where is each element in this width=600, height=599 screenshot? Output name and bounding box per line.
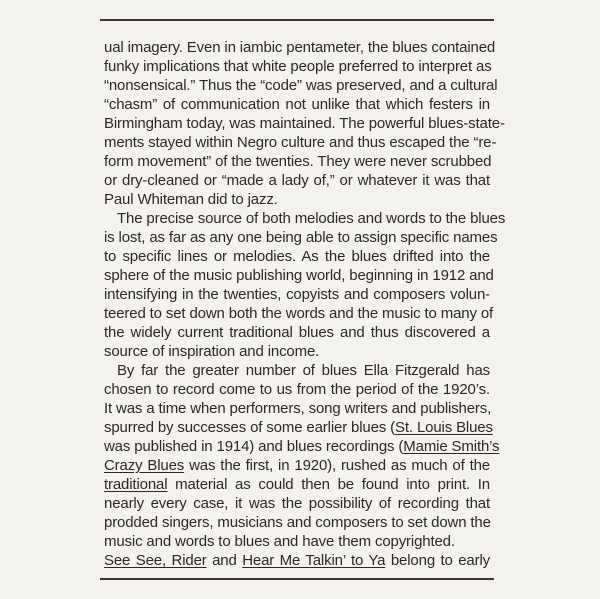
song-title: St. Louis Blues xyxy=(395,419,493,436)
text-line: The precise source of both melodies and words to the blues xyxy=(117,210,506,227)
text-line xyxy=(104,456,490,475)
text-line: chosen to record come to us from the period of the 1920’s. xyxy=(104,381,490,398)
song-title: See See, Rider xyxy=(104,552,207,569)
underlined-word: traditional xyxy=(104,476,168,493)
text-line: Paul Whiteman did to jazz. xyxy=(104,191,278,208)
text-line: or dry-cleaned or “made a lady of,” or whatever it was that xyxy=(104,172,490,189)
bottom-rule xyxy=(100,578,494,580)
artist-name: Mamie Smith’s xyxy=(403,438,500,455)
text-line: ual imagery. Even in iambic pentameter, the blues contained xyxy=(104,39,496,56)
text-line: intensifying in the twenties, copyists and composers volun- xyxy=(104,286,490,303)
text-line: nearly every case, it was the possibility of recording that xyxy=(104,495,490,512)
text-line: form movement” of the twenties. They were never scrubbed xyxy=(104,153,492,170)
paragraph xyxy=(104,38,505,209)
text-line: sphere of the music publishing world, beginning in 1912 and xyxy=(104,267,494,284)
text-line: Birmingham today, was maintained. The powerful blues-state- xyxy=(104,115,505,132)
text-run: and xyxy=(206,552,243,569)
text-line: is lost, as far as any one being able to assign specific names xyxy=(104,229,498,246)
text-line: ments stayed within Negro culture and thus escaped the “re- xyxy=(104,134,497,151)
paragraph xyxy=(104,209,506,361)
song-title: Crazy Blues xyxy=(104,457,185,474)
page-body-text xyxy=(104,38,506,570)
text-line: “nonsensical.” Thus the “code” was preserved, and a cultural xyxy=(104,77,498,94)
text-line xyxy=(104,551,490,570)
text-line: source of inspiration and income. xyxy=(104,343,320,360)
text-line: to specific lines or melodies. As the blues drifted into the xyxy=(104,248,490,265)
text-line xyxy=(104,418,493,437)
text-line: prodded singers, musicians and composers to set down the xyxy=(104,514,491,531)
text-line: funky implications that white people preferred to interpret as xyxy=(104,58,492,75)
text-run: spurred by successes of some earlier blues ( xyxy=(104,419,396,436)
paragraph xyxy=(104,361,500,570)
text-line: “chasm” of communication not unlike that which festers in xyxy=(104,96,490,113)
text-run: material as could then be found into print. In xyxy=(167,476,490,493)
top-rule xyxy=(100,19,494,21)
text-line: teered to set down both the words and the music to many of xyxy=(104,305,494,322)
text-run: belong to early xyxy=(385,552,490,569)
text-line: By far the greater number of blues Ella Fitzgerald has xyxy=(117,362,490,379)
text-line xyxy=(104,475,490,494)
text-line: It was a time when performers, song writers and publishers, xyxy=(104,400,492,417)
text-line: music and words to blues and have them copyrighted. xyxy=(104,533,455,550)
text-run: was the first, in 1920), rushed as much of the xyxy=(184,457,490,474)
text-line: the widely current traditional blues and thus discovered a xyxy=(104,324,490,341)
song-title: Hear Me Talkin’ to Ya xyxy=(242,552,386,569)
text-run: was published in 1914) and blues recordings ( xyxy=(104,438,404,455)
text-line xyxy=(104,437,500,456)
